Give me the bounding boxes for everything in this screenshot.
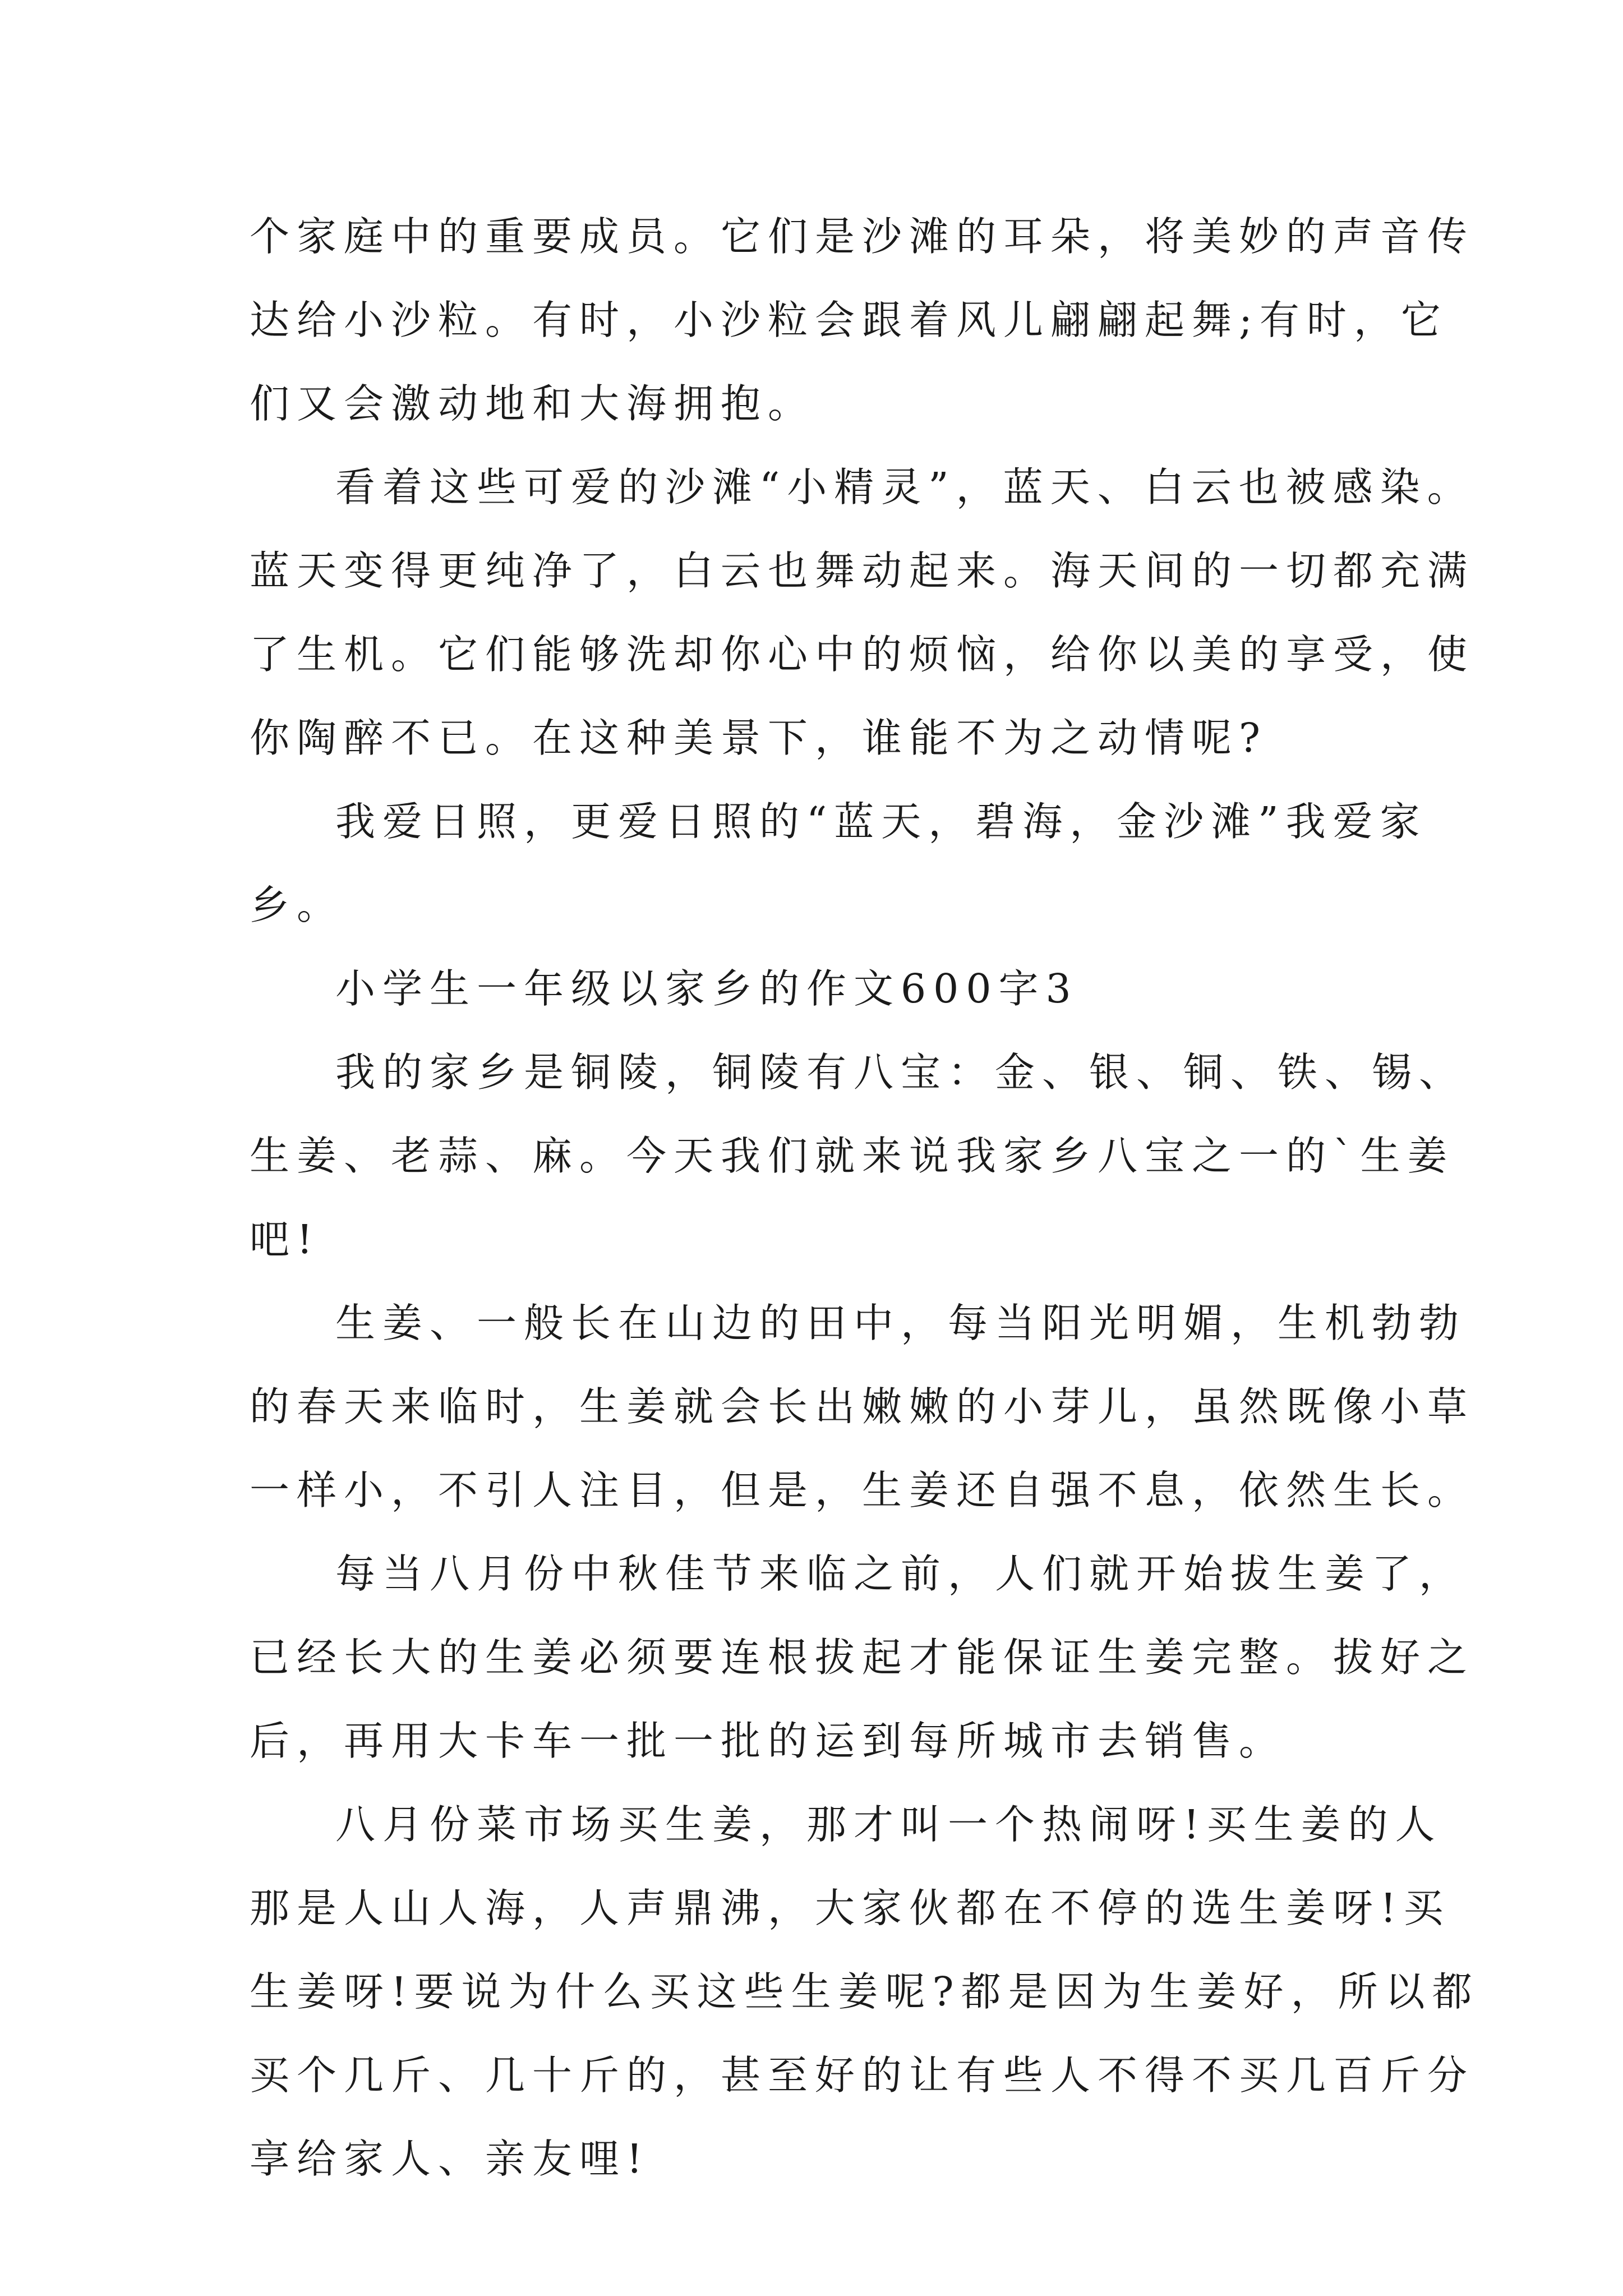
paragraph-first-line: 看着这些可爱的沙滩“小精灵”，蓝天、白云也被感染。 bbox=[335, 464, 1474, 510]
text-line: 已经长大的生姜必须要连根拔起才能保证生姜完整。拔好之 bbox=[250, 1634, 1475, 1681]
text-line: 买个几斤、几十斤的，甚至好的让有些人不得不买几百斤分 bbox=[250, 2052, 1475, 2099]
paragraph-first-line: 我的家乡是铜陵，铜陵有八宝：金、银、铜、铁、锡、 bbox=[335, 1049, 1467, 1096]
text-line: 个家庭中的重要成员。它们是沙滩的耳朵，将美妙的声音传 bbox=[250, 213, 1475, 260]
text-line: 的春天来临时，生姜就会长出嫩嫩的小芽儿，虽然既像小草 bbox=[250, 1383, 1475, 1430]
text-line: 享给家人、亲友哩! bbox=[250, 2136, 650, 2182]
paragraph-first-line: 我爱日照，更爱日照的“蓝天，碧海，金沙滩”我爱家 bbox=[335, 798, 1427, 845]
text-line: 达给小沙粒。有时，小沙粒会跟着风儿翩翩起舞;有时，它 bbox=[250, 297, 1448, 343]
text-line: 蓝天变得更纯净了，白云也舞动起来。海天间的一切都充满 bbox=[250, 547, 1475, 594]
text-line: 们又会激动地和大海拥抱。 bbox=[250, 380, 815, 427]
paragraph-first-line: 每当八月份中秋佳节来临之前，人们就开始拔生姜了， bbox=[335, 1550, 1467, 1597]
section-title: 小学生一年级以家乡的作文600字3 bbox=[335, 965, 1078, 1012]
text-line: 生姜、老蒜、麻。今天我们就来说我家乡八宝之一的`生姜 bbox=[250, 1133, 1455, 1179]
text-line: 了生机。它们能够洗却你心中的烦恼，给你以美的享受，使 bbox=[250, 631, 1475, 678]
text-line: 后，再用大卡车一批一批的运到每所城市去销售。 bbox=[250, 1718, 1287, 1764]
text-line: 乡。 bbox=[250, 882, 344, 928]
text-line: 生姜呀!要说为什么买这些生姜呢?都是因为生姜好，所以都 bbox=[250, 1968, 1479, 2015]
text-line: 你陶醉不已。在这种美景下，谁能不为之动情呢? bbox=[250, 715, 1268, 761]
text-line: 一样小，不引人注目，但是，生姜还自强不息，依然生长。 bbox=[250, 1467, 1475, 1513]
paragraph-first-line: 生姜、一般长在山边的田中，每当阳光明媚，生机勃勃 bbox=[335, 1300, 1467, 1346]
text-line: 吧! bbox=[250, 1216, 320, 1263]
text-line: 那是人山人海，人声鼎沸，大家伙都在不停的选生姜呀!买 bbox=[250, 1885, 1451, 1931]
paragraph-first-line: 八月份菜市场买生姜，那才叫一个热闹呀!买生姜的人 bbox=[335, 1801, 1442, 1848]
